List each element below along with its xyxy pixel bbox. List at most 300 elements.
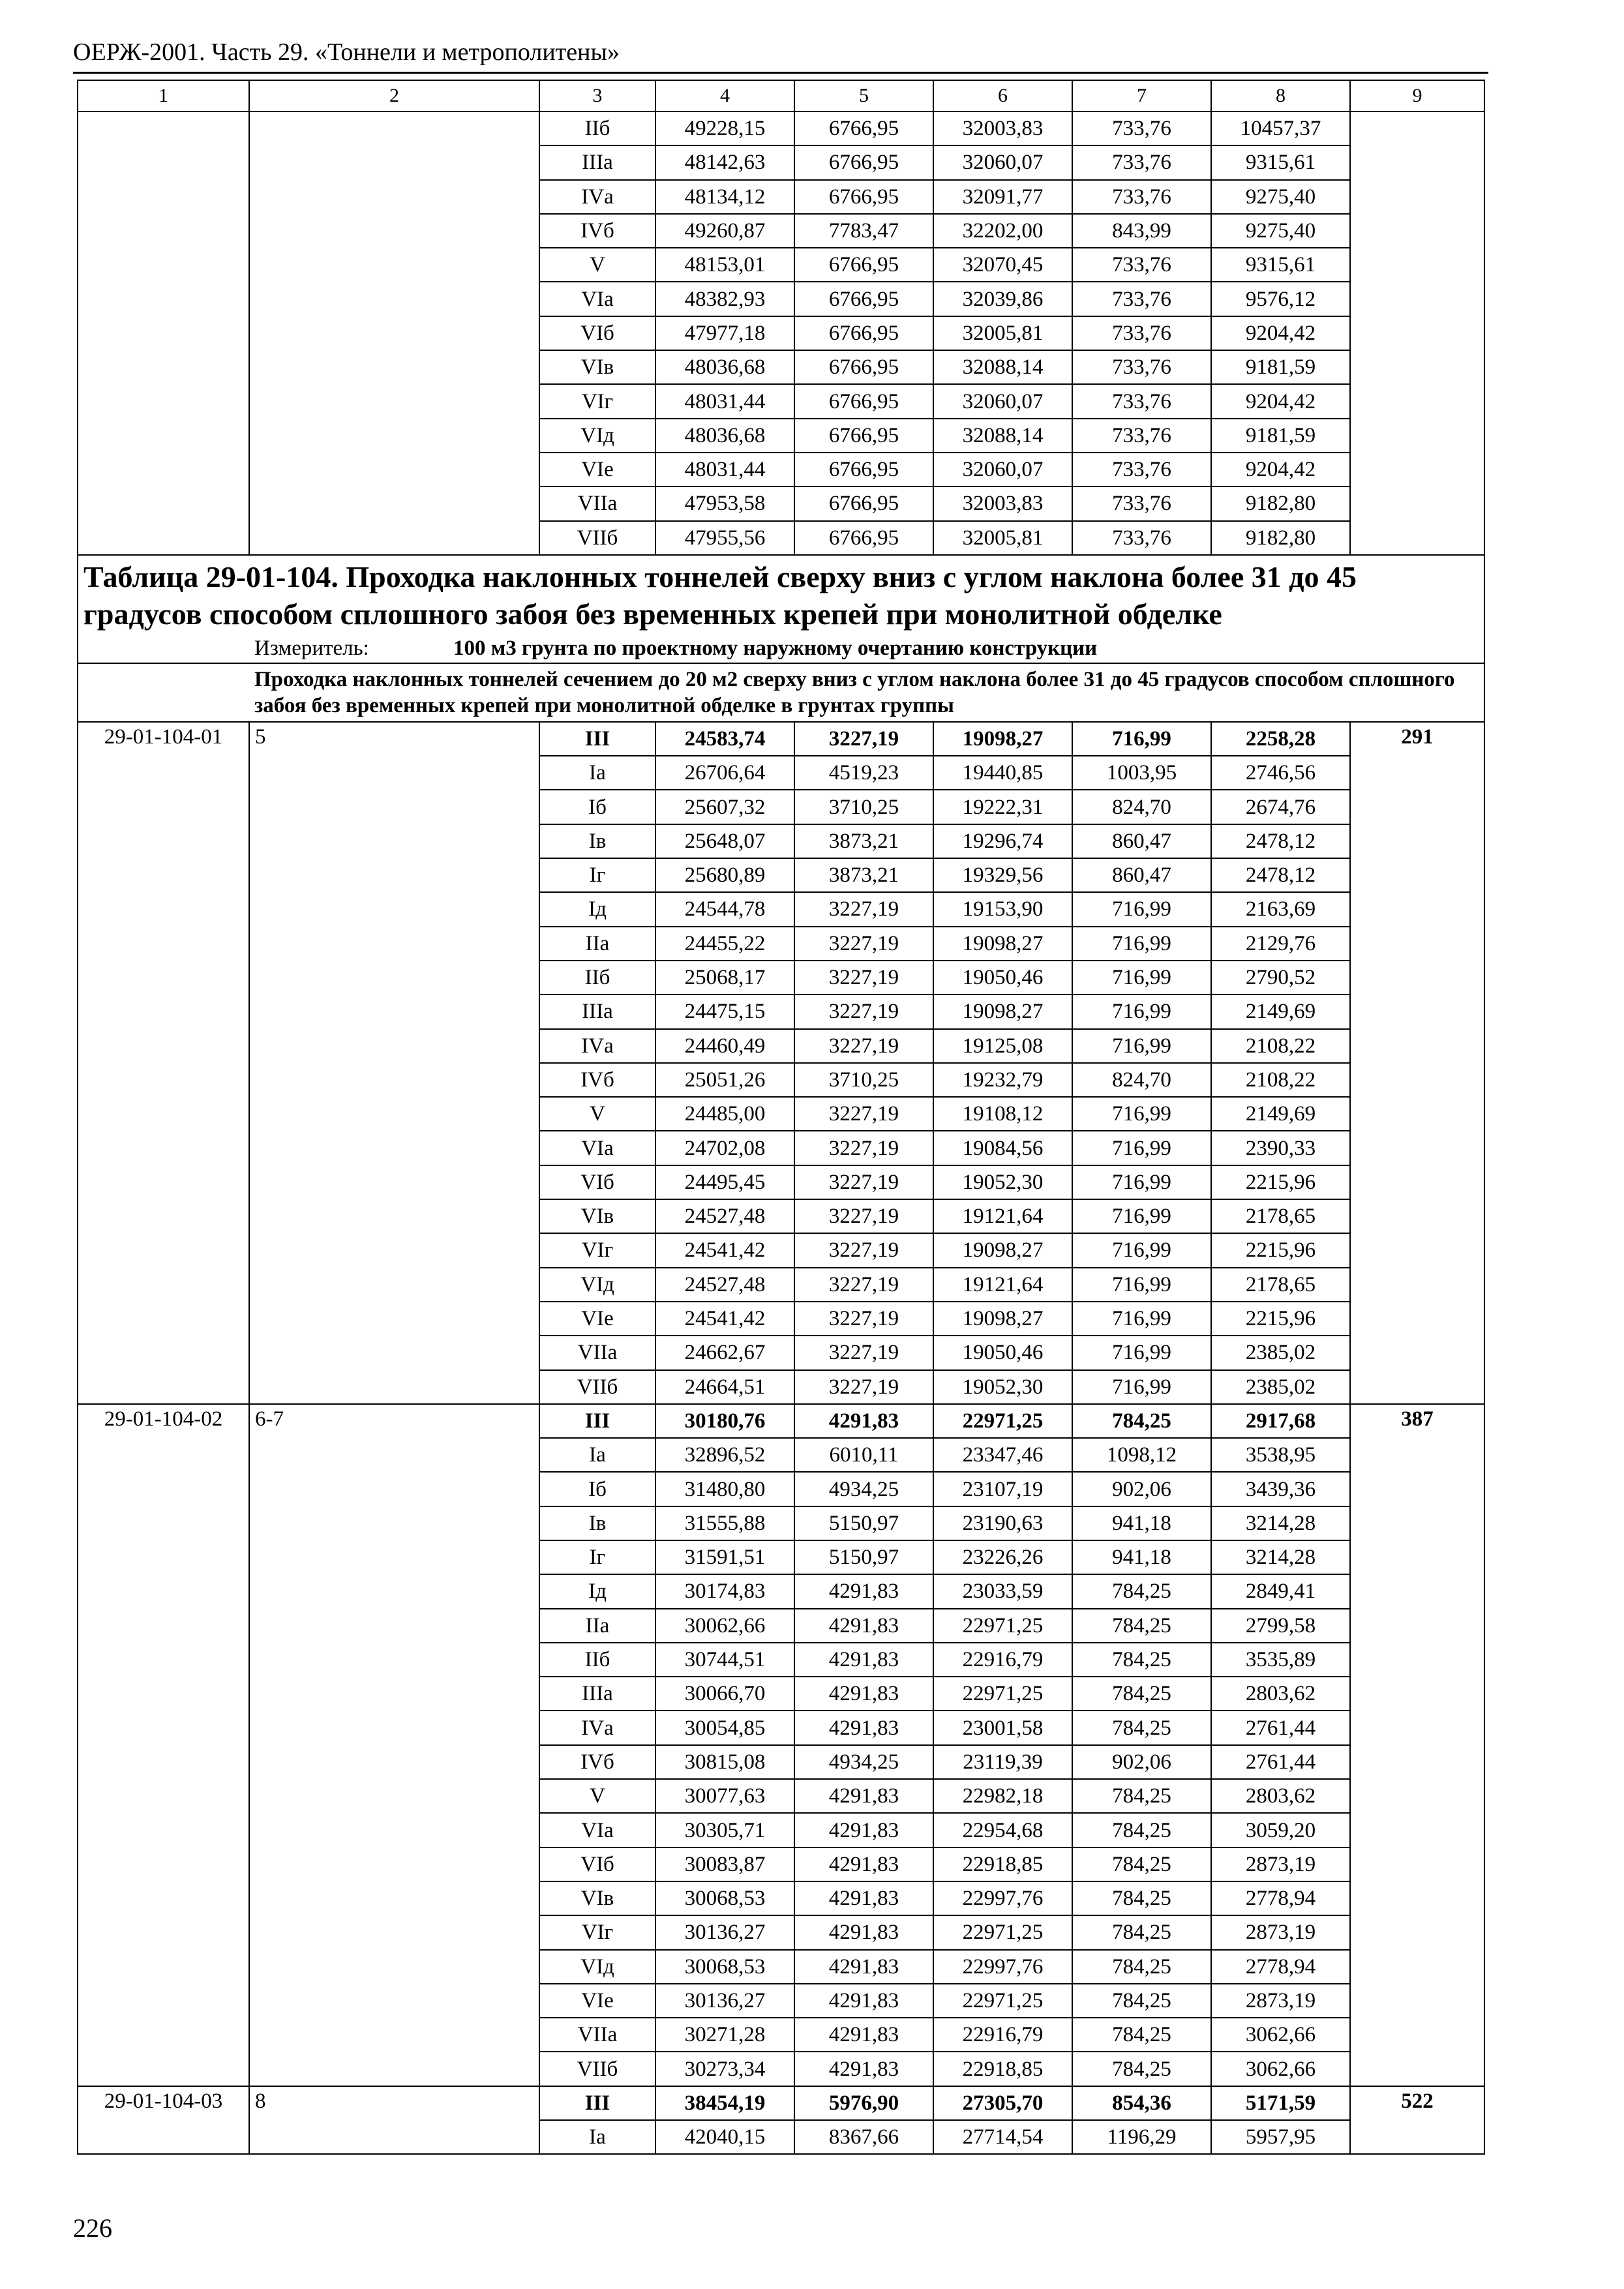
value-cell: 733,76 (1072, 350, 1211, 384)
value-cell: 4291,83 (794, 1881, 933, 1915)
value-cell: 2149,69 (1211, 1097, 1350, 1131)
value-cell: 2778,94 (1211, 1950, 1350, 1984)
soil-category-cell: VIIб (539, 2052, 655, 2086)
value-cell: 716,99 (1072, 1336, 1211, 1369)
soil-category-cell: VIв (539, 350, 655, 384)
value-cell: 30136,27 (655, 1984, 794, 2018)
value-cell: 31555,88 (655, 1506, 794, 1540)
code-cell-empty (78, 112, 249, 555)
soil-category-cell: VIа (539, 1813, 655, 1847)
value-cell: 25607,32 (655, 790, 794, 824)
value-cell: 4291,83 (794, 1779, 933, 1813)
value-cell: 9275,40 (1211, 214, 1350, 248)
value-cell: 30068,53 (655, 1881, 794, 1915)
value-cell: 2258,28 (1211, 722, 1350, 756)
value-cell: 19052,30 (933, 1370, 1072, 1404)
value-cell: 1098,12 (1072, 1438, 1211, 1472)
value-cell: 22982,18 (933, 1779, 1072, 1813)
value-cell: 784,25 (1072, 1984, 1211, 2018)
value-cell: 22954,68 (933, 1813, 1072, 1847)
value-cell: 23226,26 (933, 1540, 1072, 1574)
value-cell: 733,76 (1072, 112, 1211, 145)
value-cell: 30136,27 (655, 1915, 794, 1949)
value-cell: 733,76 (1072, 384, 1211, 418)
value-cell: 19153,90 (933, 892, 1072, 926)
soil-group: 6-7 (249, 1404, 539, 2086)
soil-category-cell: VIе (539, 1302, 655, 1336)
value-cell: 2108,22 (1211, 1029, 1350, 1063)
value-cell: 1196,29 (1072, 2120, 1211, 2154)
rate-table (77, 80, 1485, 2155)
value-cell: 19121,64 (933, 1268, 1072, 1302)
value-cell: 2873,19 (1211, 1915, 1350, 1949)
group-cell-empty (249, 112, 539, 555)
value-cell: 24475,15 (655, 995, 794, 1028)
soil-category-cell: V (539, 1779, 655, 1813)
value-cell: 4519,23 (794, 756, 933, 790)
value-cell: 3062,66 (1211, 2018, 1350, 2052)
soil-category-cell: IIб (539, 112, 655, 145)
value-cell: 47955,56 (655, 521, 794, 555)
soil-category-cell: Iв (539, 1506, 655, 1540)
value-cell: 4291,83 (794, 2052, 933, 2086)
value-cell: 32039,86 (933, 282, 1072, 316)
rate-code: 29-01-104-02 (78, 1404, 249, 2086)
value-cell: 19050,46 (933, 961, 1072, 995)
soil-category-cell: V (539, 248, 655, 282)
value-cell: 42040,15 (655, 2120, 794, 2154)
value-cell: 32202,00 (933, 214, 1072, 248)
value-cell: 32088,14 (933, 350, 1072, 384)
value-cell: 22997,76 (933, 1881, 1072, 1915)
soil-category-cell: Iа (539, 756, 655, 790)
value-cell: 3227,19 (794, 722, 933, 756)
value-cell: 30271,28 (655, 2018, 794, 2052)
value-cell: 902,06 (1072, 1745, 1211, 1779)
value-cell: 22918,85 (933, 2052, 1072, 2086)
column-number: 9 (1350, 80, 1484, 112)
value-cell: 30305,71 (655, 1813, 794, 1847)
value-cell: 19440,85 (933, 756, 1072, 790)
soil-category-cell: IIб (539, 961, 655, 995)
soil-category-cell: VIIа (539, 1336, 655, 1369)
value-cell: 22971,25 (933, 1915, 1072, 1949)
page-header: ОЕРЖ-2001. Часть 29. «Тоннели и метрополитены» (73, 38, 620, 66)
value-cell: 941,18 (1072, 1540, 1211, 1574)
soil-category-cell: III (539, 2086, 655, 2120)
value-cell: 824,70 (1072, 790, 1211, 824)
soil-category-cell: Iб (539, 790, 655, 824)
value-cell: 24541,42 (655, 1233, 794, 1267)
value-cell: 23001,58 (933, 1711, 1072, 1744)
value-cell: 24541,42 (655, 1302, 794, 1336)
value-cell: 733,76 (1072, 180, 1211, 214)
value-cell: 2108,22 (1211, 1063, 1350, 1097)
value-cell: 5976,90 (794, 2086, 933, 2120)
value-cell: 3227,19 (794, 1370, 933, 1404)
value-cell: 6766,95 (794, 180, 933, 214)
value-cell: 4934,25 (794, 1745, 933, 1779)
value-cell: 6766,95 (794, 486, 933, 520)
value-cell: 941,18 (1072, 1506, 1211, 1540)
soil-category-cell: VIг (539, 1233, 655, 1267)
value-cell: 3227,19 (794, 995, 933, 1028)
column-number-row (78, 80, 1484, 112)
soil-category-cell: Iа (539, 1438, 655, 1472)
value-cell: 30068,53 (655, 1950, 794, 1984)
value-cell: 3227,19 (794, 1199, 933, 1233)
value-cell: 48134,12 (655, 180, 794, 214)
value-cell: 4291,83 (794, 1677, 933, 1711)
value-cell: 4934,25 (794, 1472, 933, 1506)
value-cell: 3710,25 (794, 1063, 933, 1097)
value-cell: 32003,83 (933, 112, 1072, 145)
value-cell: 48142,63 (655, 145, 794, 179)
soil-category-cell: VIд (539, 1268, 655, 1302)
value-cell: 2778,94 (1211, 1881, 1350, 1915)
value-cell: 19052,30 (933, 1165, 1072, 1199)
value-cell: 2761,44 (1211, 1711, 1350, 1744)
soil-category-cell: Iг (539, 1540, 655, 1574)
value-cell: 733,76 (1072, 145, 1211, 179)
value-cell: 2178,65 (1211, 1199, 1350, 1233)
value-cell: 47977,18 (655, 316, 794, 350)
value-cell: 902,06 (1072, 1472, 1211, 1506)
value-cell: 733,76 (1072, 486, 1211, 520)
rate-cell-empty (1350, 112, 1484, 555)
column-number: 2 (249, 80, 539, 112)
soil-category-cell: IIIа (539, 995, 655, 1028)
soil-category-cell: IVб (539, 1063, 655, 1097)
value-cell: 19232,79 (933, 1063, 1072, 1097)
value-cell: 6766,95 (794, 112, 933, 145)
value-cell: 3059,20 (1211, 1813, 1350, 1847)
value-cell: 4291,83 (794, 1711, 933, 1744)
value-cell: 48153,01 (655, 248, 794, 282)
value-cell: 30273,34 (655, 2052, 794, 2086)
column-number: 3 (539, 80, 655, 112)
soil-category-cell: Iд (539, 892, 655, 926)
value-cell: 2215,96 (1211, 1302, 1350, 1336)
value-cell: 19329,56 (933, 858, 1072, 892)
value-cell: 25648,07 (655, 824, 794, 858)
value-cell: 3538,95 (1211, 1438, 1350, 1472)
soil-category-cell: IVа (539, 1711, 655, 1744)
value-cell: 9182,80 (1211, 521, 1350, 555)
value-cell: 8367,66 (794, 2120, 933, 2154)
value-cell: 32005,81 (933, 316, 1072, 350)
value-cell: 4291,83 (794, 1574, 933, 1608)
value-cell: 25051,26 (655, 1063, 794, 1097)
soil-category-cell: VIб (539, 1165, 655, 1199)
value-cell: 4291,83 (794, 1643, 933, 1677)
soil-category-cell: VIд (539, 1950, 655, 1984)
value-cell: 716,99 (1072, 1165, 1211, 1199)
value-cell: 843,99 (1072, 214, 1211, 248)
soil-group: 8 (249, 2086, 539, 2155)
rate-code: 29-01-104-03 (78, 2086, 249, 2155)
value-cell: 31591,51 (655, 1540, 794, 1574)
value-cell: 4291,83 (794, 1813, 933, 1847)
value-cell: 716,99 (1072, 995, 1211, 1028)
soil-category-cell: IVб (539, 1745, 655, 1779)
measure-row (78, 634, 1484, 663)
value-cell: 22971,25 (933, 1677, 1072, 1711)
value-cell: 19098,27 (933, 927, 1072, 961)
value-cell: 733,76 (1072, 282, 1211, 316)
value-cell: 22971,25 (933, 1984, 1072, 2018)
value-cell: 22997,76 (933, 1950, 1072, 1984)
soil-category-cell: VIа (539, 1131, 655, 1165)
value-cell: 19098,27 (933, 995, 1072, 1028)
value-cell: 860,47 (1072, 858, 1211, 892)
value-cell: 716,99 (1072, 1302, 1211, 1336)
value-cell: 5150,97 (794, 1506, 933, 1540)
value-cell: 9275,40 (1211, 180, 1350, 214)
value-cell: 733,76 (1072, 248, 1211, 282)
value-cell: 2873,19 (1211, 1984, 1350, 2018)
value-cell: 784,25 (1072, 1915, 1211, 1949)
soil-category-cell: VIIа (539, 2018, 655, 2052)
value-cell: 3439,36 (1211, 1472, 1350, 1506)
value-cell: 3227,19 (794, 1097, 933, 1131)
value-cell: 716,99 (1072, 1233, 1211, 1267)
value-cell: 19125,08 (933, 1029, 1072, 1063)
soil-category-cell: III (539, 722, 655, 756)
value-cell: 4291,83 (794, 1609, 933, 1643)
value-cell: 30062,66 (655, 1609, 794, 1643)
value-cell: 784,25 (1072, 1609, 1211, 1643)
value-cell: 30174,83 (655, 1574, 794, 1608)
value-cell: 3062,66 (1211, 2052, 1350, 2086)
value-cell: 2803,62 (1211, 1677, 1350, 1711)
soil-category-cell: VIIб (539, 521, 655, 555)
soil-category-cell: VIа (539, 282, 655, 316)
header-rule (73, 72, 1488, 74)
value-cell: 6766,95 (794, 419, 933, 453)
measure-label: Измеритель: (254, 636, 369, 660)
table-title: Таблица 29-01-104. Проходка наклонных тоннелей сверху вниз с углом наклона более 31 до 45 градусов способом сплошного забоя без временных крепей при монолитной обделке (78, 555, 1484, 634)
value-cell: 25068,17 (655, 961, 794, 995)
value-cell: 23347,46 (933, 1438, 1072, 1472)
soil-category-cell: VIе (539, 1984, 655, 2018)
value-cell: 30083,87 (655, 1848, 794, 1881)
value-cell: 9204,42 (1211, 384, 1350, 418)
value-cell: 27714,54 (933, 2120, 1072, 2154)
value-cell: 24527,48 (655, 1199, 794, 1233)
value-cell: 3214,28 (1211, 1506, 1350, 1540)
value-cell: 716,99 (1072, 1131, 1211, 1165)
value-cell: 784,25 (1072, 1404, 1211, 1438)
value-cell: 3873,21 (794, 858, 933, 892)
value-cell: 30054,85 (655, 1711, 794, 1744)
value-cell: 784,25 (1072, 2052, 1211, 2086)
soil-category-cell: Iг (539, 858, 655, 892)
value-cell: 9576,12 (1211, 282, 1350, 316)
value-cell: 716,99 (1072, 1029, 1211, 1063)
value-cell: 4291,83 (794, 1984, 933, 2018)
table-title-row (78, 555, 1484, 634)
soil-category-cell: IIIа (539, 145, 655, 179)
value-cell: 31480,80 (655, 1472, 794, 1506)
value-cell: 2761,44 (1211, 1745, 1350, 1779)
value-cell: 6010,11 (794, 1438, 933, 1472)
value-cell: 784,25 (1072, 1711, 1211, 1744)
value-cell: 47953,58 (655, 486, 794, 520)
value-cell: 6766,95 (794, 316, 933, 350)
soil-category-cell: VIв (539, 1199, 655, 1233)
soil-category-cell: VIд (539, 419, 655, 453)
value-cell: 48382,93 (655, 282, 794, 316)
value-cell: 10457,37 (1211, 112, 1350, 145)
value-cell: 2215,96 (1211, 1165, 1350, 1199)
value-cell: 2803,62 (1211, 1779, 1350, 1813)
value-cell: 784,25 (1072, 1677, 1211, 1711)
soil-category-cell: VIIа (539, 486, 655, 520)
value-cell: 6766,95 (794, 282, 933, 316)
soil-category-cell: IIб (539, 1643, 655, 1677)
value-cell: 22916,79 (933, 1643, 1072, 1677)
value-cell: 3227,19 (794, 892, 933, 926)
value-cell: 23033,59 (933, 1574, 1072, 1608)
soil-category-cell: Iв (539, 824, 655, 858)
value-cell: 6766,95 (794, 350, 933, 384)
value-cell: 716,99 (1072, 1199, 1211, 1233)
value-cell: 784,25 (1072, 1881, 1211, 1915)
value-cell: 2790,52 (1211, 961, 1350, 995)
value-cell: 9315,61 (1211, 248, 1350, 282)
value-cell: 2163,69 (1211, 892, 1350, 926)
value-cell: 2129,76 (1211, 927, 1350, 961)
rate-value: 291 (1350, 722, 1484, 1404)
value-cell: 2385,02 (1211, 1370, 1350, 1404)
measure-value: 100 м3 грунта по проектному наружному очертанию конструкции (453, 636, 1098, 660)
value-cell: 49228,15 (655, 112, 794, 145)
value-cell: 4291,83 (794, 1915, 933, 1949)
value-cell: 49260,87 (655, 214, 794, 248)
soil-category-cell: VIIб (539, 1370, 655, 1404)
value-cell: 30815,08 (655, 1745, 794, 1779)
value-cell: 3535,89 (1211, 1643, 1350, 1677)
soil-category-cell: Iд (539, 1574, 655, 1608)
value-cell: 3227,19 (794, 1131, 933, 1165)
value-cell: 6766,95 (794, 521, 933, 555)
soil-category-cell: IIа (539, 927, 655, 961)
value-cell: 24664,51 (655, 1370, 794, 1404)
value-cell: 32896,52 (655, 1438, 794, 1472)
soil-category-cell: III (539, 1404, 655, 1438)
column-number: 5 (794, 80, 933, 112)
value-cell: 25680,89 (655, 858, 794, 892)
value-cell: 9204,42 (1211, 316, 1350, 350)
soil-category-cell: IVа (539, 180, 655, 214)
soil-category-cell: V (539, 1097, 655, 1131)
value-cell: 4291,83 (794, 1848, 933, 1881)
value-cell: 3227,19 (794, 1302, 933, 1336)
table-row (78, 1404, 1484, 1438)
value-cell: 784,25 (1072, 1643, 1211, 1677)
value-cell: 733,76 (1072, 419, 1211, 453)
soil-category-cell: Iа (539, 2120, 655, 2154)
value-cell: 24527,48 (655, 1268, 794, 1302)
value-cell: 733,76 (1072, 453, 1211, 486)
column-number: 4 (655, 80, 794, 112)
value-cell: 6766,95 (794, 384, 933, 418)
value-cell: 23119,39 (933, 1745, 1072, 1779)
value-cell: 2746,56 (1211, 756, 1350, 790)
value-cell: 716,99 (1072, 1268, 1211, 1302)
soil-category-cell: VIг (539, 1915, 655, 1949)
value-cell: 6766,95 (794, 145, 933, 179)
value-cell: 2215,96 (1211, 1233, 1350, 1267)
value-cell: 24495,45 (655, 1165, 794, 1199)
value-cell: 23190,63 (933, 1506, 1072, 1540)
value-cell: 23107,19 (933, 1472, 1072, 1506)
value-cell: 19108,12 (933, 1097, 1072, 1131)
value-cell: 824,70 (1072, 1063, 1211, 1097)
value-cell: 19222,31 (933, 790, 1072, 824)
value-cell: 32091,77 (933, 180, 1072, 214)
value-cell: 48036,68 (655, 419, 794, 453)
value-cell: 32060,07 (933, 453, 1072, 486)
value-cell: 9204,42 (1211, 453, 1350, 486)
value-cell: 48031,44 (655, 384, 794, 418)
table-row (78, 112, 1484, 145)
value-cell: 1003,95 (1072, 756, 1211, 790)
value-cell: 32060,07 (933, 145, 1072, 179)
value-cell: 19098,27 (933, 1233, 1072, 1267)
value-cell: 784,25 (1072, 1574, 1211, 1608)
value-cell: 48031,44 (655, 453, 794, 486)
value-cell: 24702,08 (655, 1131, 794, 1165)
value-cell: 2849,41 (1211, 1574, 1350, 1608)
value-cell: 30077,63 (655, 1779, 794, 1813)
value-cell: 24583,74 (655, 722, 794, 756)
table-row (78, 2086, 1484, 2120)
value-cell: 2873,19 (1211, 1848, 1350, 1881)
value-cell: 5957,95 (1211, 2120, 1350, 2154)
soil-category-cell: IVа (539, 1029, 655, 1063)
value-cell: 3227,19 (794, 1268, 933, 1302)
value-cell: 2478,12 (1211, 824, 1350, 858)
measure-cell (78, 634, 1484, 663)
value-cell: 733,76 (1072, 521, 1211, 555)
value-cell: 30744,51 (655, 1643, 794, 1677)
value-cell: 2478,12 (1211, 858, 1350, 892)
value-cell: 22918,85 (933, 1848, 1072, 1881)
value-cell: 4291,83 (794, 1404, 933, 1438)
value-cell: 3227,19 (794, 961, 933, 995)
value-cell: 3227,19 (794, 1336, 933, 1369)
value-cell: 2385,02 (1211, 1336, 1350, 1369)
soil-category-cell: IIIа (539, 1677, 655, 1711)
value-cell: 3710,25 (794, 790, 933, 824)
value-cell: 19121,64 (933, 1199, 1072, 1233)
value-cell: 19098,27 (933, 722, 1072, 756)
value-cell: 716,99 (1072, 1097, 1211, 1131)
value-cell: 19050,46 (933, 1336, 1072, 1369)
value-cell: 19098,27 (933, 1302, 1072, 1336)
value-cell: 784,25 (1072, 1813, 1211, 1847)
value-cell: 2390,33 (1211, 1131, 1350, 1165)
value-cell: 32005,81 (933, 521, 1072, 555)
value-cell: 733,76 (1072, 316, 1211, 350)
value-cell: 5171,59 (1211, 2086, 1350, 2120)
value-cell: 30180,76 (655, 1404, 794, 1438)
value-cell: 7783,47 (794, 214, 933, 248)
rate-code: 29-01-104-01 (78, 722, 249, 1404)
value-cell: 784,25 (1072, 1848, 1211, 1881)
